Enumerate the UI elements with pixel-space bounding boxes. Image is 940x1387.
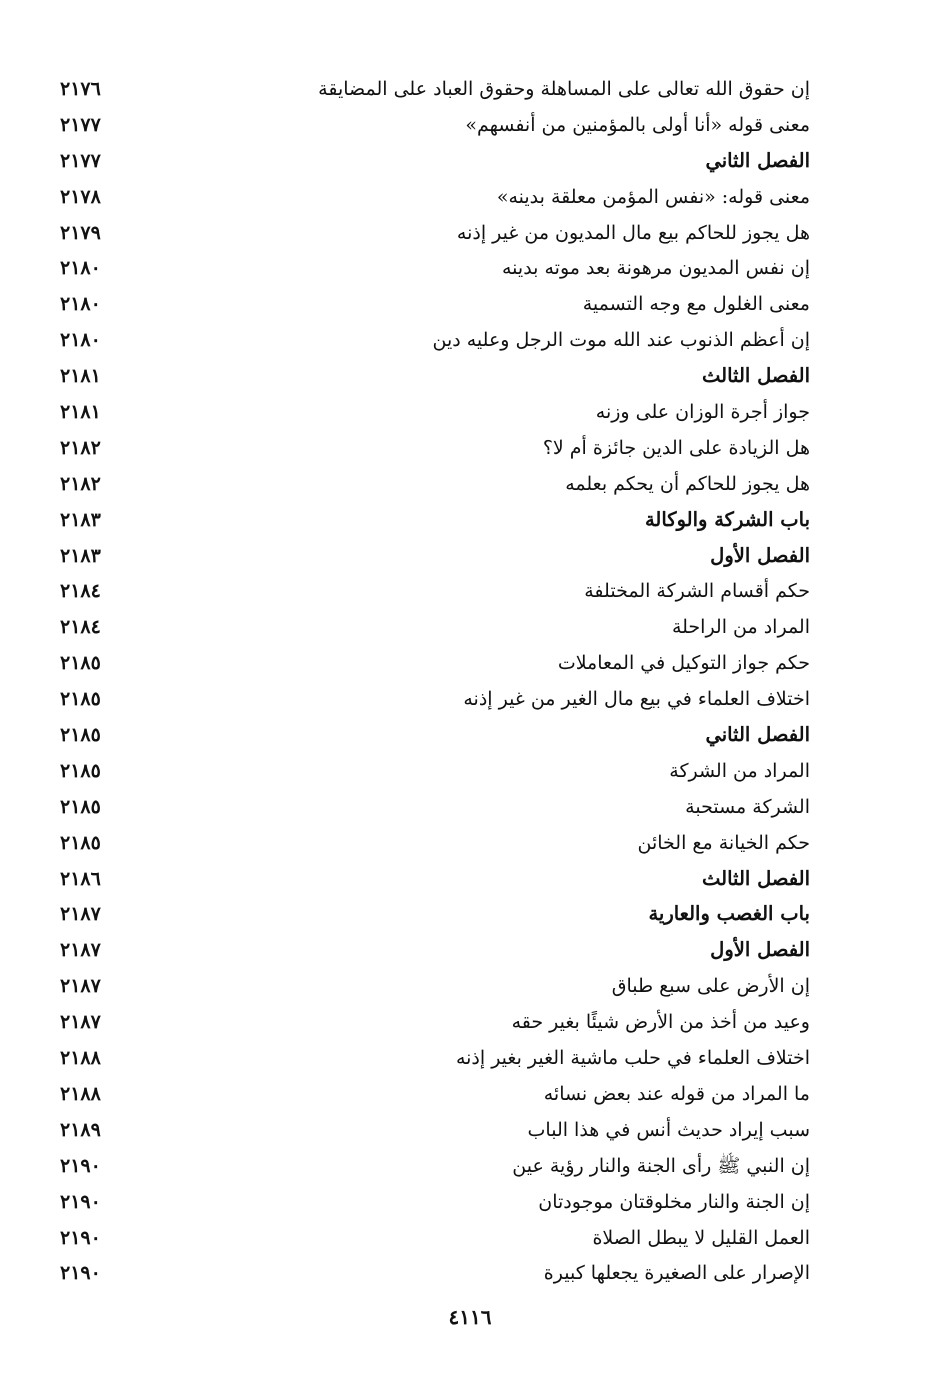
toc-entry-title: إن أعظم الذنوب عند الله موت الرجل وعليه دين (432, 329, 810, 352)
toc-entry-row (60, 251, 810, 287)
toc-page-number: ٢١٨٥ (60, 652, 101, 675)
toc-entry-row (60, 431, 810, 467)
toc-heading-title: الفصل الأول (710, 938, 810, 962)
toc-page-number: ٢١٧٧ (60, 149, 101, 172)
toc-entry-title: معنى الغلول مع وجه التسمية (582, 293, 810, 316)
toc-heading-title: الفصل الثالث (702, 364, 810, 388)
toc-entry-title: حكم الخيانة مع الخائن (637, 831, 810, 854)
toc-entry-row (60, 969, 810, 1005)
toc-heading-row (60, 897, 810, 933)
toc-entry-title: وعيد من أخذ من الأرض شيئًا بغير حقه (511, 1011, 810, 1034)
toc-entry-title: معنى قوله «أنا أولى بالمؤمنين من أنفسهم» (465, 113, 810, 136)
toc-heading-title: باب الغصب والعارية (648, 902, 810, 926)
toc-heading-row (60, 862, 810, 898)
toc-entry-row (60, 1041, 810, 1077)
toc-heading-row (60, 144, 810, 180)
toc-entry-title: هل يجوز للحاكم بيع مال المديون من غير إذنه (456, 221, 810, 244)
toc-entry-row (60, 1077, 810, 1113)
toc-entry-row (60, 216, 810, 252)
toc-entry-row (60, 790, 810, 826)
toc-page-number: ٢١٨٢ (60, 472, 101, 495)
toc-heading-title: باب الشركة والوكالة (644, 507, 810, 531)
toc-entry-title: إن نفس المديون مرهونة بعد موته بدينه (501, 257, 810, 280)
toc-page-number: ٢١٨٥ (60, 688, 101, 711)
toc-page-number: ٢١٨٨ (60, 1047, 101, 1070)
toc-page-number: ٢١٨٩ (60, 1118, 101, 1141)
toc-entry-title: إن النبي ﷺ رأى الجنة والنار رؤية عين (512, 1154, 810, 1177)
toc-page-number: ٢١٩٠ (60, 1154, 101, 1177)
toc-entry-title: المراد من الشركة (669, 759, 810, 782)
toc-entry-title: إن الجنة والنار مخلوقتان موجودتان (538, 1190, 810, 1213)
toc-page-number: ٢١٨٠ (60, 257, 101, 280)
toc-entry-row (60, 323, 810, 359)
toc-page-number: ٢١٨٤ (60, 616, 101, 639)
toc-page-number: ٢١٧٩ (60, 221, 101, 244)
toc-page-number: ٢١٩٠ (60, 1262, 101, 1285)
toc-page-number: ٢١٨٧ (60, 975, 101, 998)
toc-entry-row (60, 1221, 810, 1257)
toc-entry-title: الشركة مستحبة (685, 795, 810, 818)
toc-page-number: ٢١٨٥ (60, 831, 101, 854)
toc-page-number: ٢١٨٠ (60, 329, 101, 352)
toc-entry-row (60, 72, 810, 108)
toc-entry-title: سبب إيراد حديث أنس في هذا الباب (527, 1118, 810, 1141)
toc-page-number: ٢١٨٦ (60, 867, 101, 890)
toc-heading-row (60, 718, 810, 754)
toc-entry-title: ما المراد من قوله عند بعض نسائه (543, 1082, 810, 1105)
toc-page-number: ٢١٨٠ (60, 293, 101, 316)
toc-page-number: ٢١٧٨ (60, 185, 101, 208)
toc-heading-title: الفصل الثاني (705, 723, 810, 747)
toc-entry-title: جواز أجرة الوزان على وزنه (595, 401, 810, 424)
toc-entry-row (60, 395, 810, 431)
toc-page-number: ٢١٨٢ (60, 436, 101, 459)
toc-heading-row (60, 359, 810, 395)
toc-page-number: ٢١٧٦ (60, 78, 101, 100)
toc-heading-row (60, 503, 810, 539)
toc-heading-row (60, 539, 810, 575)
toc-entry-title: حكم جواز التوكيل في المعاملات (557, 652, 810, 675)
toc-entry-title: المراد من الراحلة (671, 616, 810, 639)
toc-entry-row (60, 108, 810, 144)
toc-page-number: ٢١٨٣ (60, 544, 101, 567)
toc-entry-title: اختلاف العلماء في حلب ماشية الغير بغير إذنه (455, 1047, 810, 1070)
toc-entry-title: هل الزيادة على الدين جائزة أم لا؟ (542, 436, 810, 459)
toc-entry-row (60, 180, 810, 216)
toc-entry-title: إن الأرض على سبع طباق (611, 975, 810, 998)
toc-entry-row (60, 754, 810, 790)
toc-heading-title: الفصل الثالث (702, 866, 810, 890)
toc-entry-title: الإصرار على الصغيرة يجعلها كبيرة (543, 1262, 810, 1285)
toc-entry-row (60, 1149, 810, 1185)
toc-entry-row (60, 287, 810, 323)
toc-page-number: ٢١٨١ (60, 401, 101, 424)
toc-entry-row (60, 682, 810, 718)
toc-entry-title: حكم أقسام الشركة المختلفة (584, 580, 810, 603)
toc-page-number: ٢١٨٧ (60, 939, 101, 962)
toc-entry-title: اختلاف العلماء في بيع مال الغير من غير إذنه (463, 688, 810, 711)
toc-entry-title: هل يجوز للحاكم أن يحكم بعلمه (565, 472, 810, 495)
toc-entry-row (60, 574, 810, 610)
toc-entry-row (60, 467, 810, 503)
toc-entry-row (60, 1185, 810, 1221)
toc-entry-row (60, 826, 810, 862)
toc-page-number: ٢١٨٧ (60, 1011, 101, 1034)
toc-entry-row (60, 1113, 810, 1149)
toc-page-number: ٢١٨٤ (60, 580, 101, 603)
toc-entry-title: إن حقوق الله تعالى على المساهلة وحقوق العباد على المضايقة (318, 78, 810, 100)
toc-entry-title: العمل القليل لا يبطل الصلاة (592, 1226, 810, 1249)
toc-entry-title: معنى قوله: «نفس المؤمن معلقة بدينه» (496, 185, 810, 208)
toc-entry-row (60, 610, 810, 646)
toc-page-number: ٢١٨٥ (60, 724, 101, 747)
table-of-contents (60, 72, 810, 1292)
toc-heading-title: الفصل الأول (710, 543, 810, 567)
toc-page-number: ٢١٨٨ (60, 1082, 101, 1105)
toc-page-number: ٢١٩٠ (60, 1190, 101, 1213)
toc-entry-row (60, 646, 810, 682)
toc-page-number: ٢١٩٠ (60, 1226, 101, 1249)
toc-page-number: ٢١٨١ (60, 365, 101, 388)
toc-page-number: ٢١٨٥ (60, 759, 101, 782)
toc-page-number: ٢١٧٧ (60, 113, 101, 136)
toc-page-number: ٢١٨٥ (60, 795, 101, 818)
toc-heading-row (60, 933, 810, 969)
toc-heading-title: الفصل الثاني (705, 148, 810, 172)
page-number: ٤١١٦ (448, 1305, 492, 1329)
toc-page-number: ٢١٨٧ (60, 903, 101, 926)
toc-entry-row (60, 1005, 810, 1041)
toc-entry-row (60, 1256, 810, 1292)
toc-page-number: ٢١٨٣ (60, 508, 101, 531)
